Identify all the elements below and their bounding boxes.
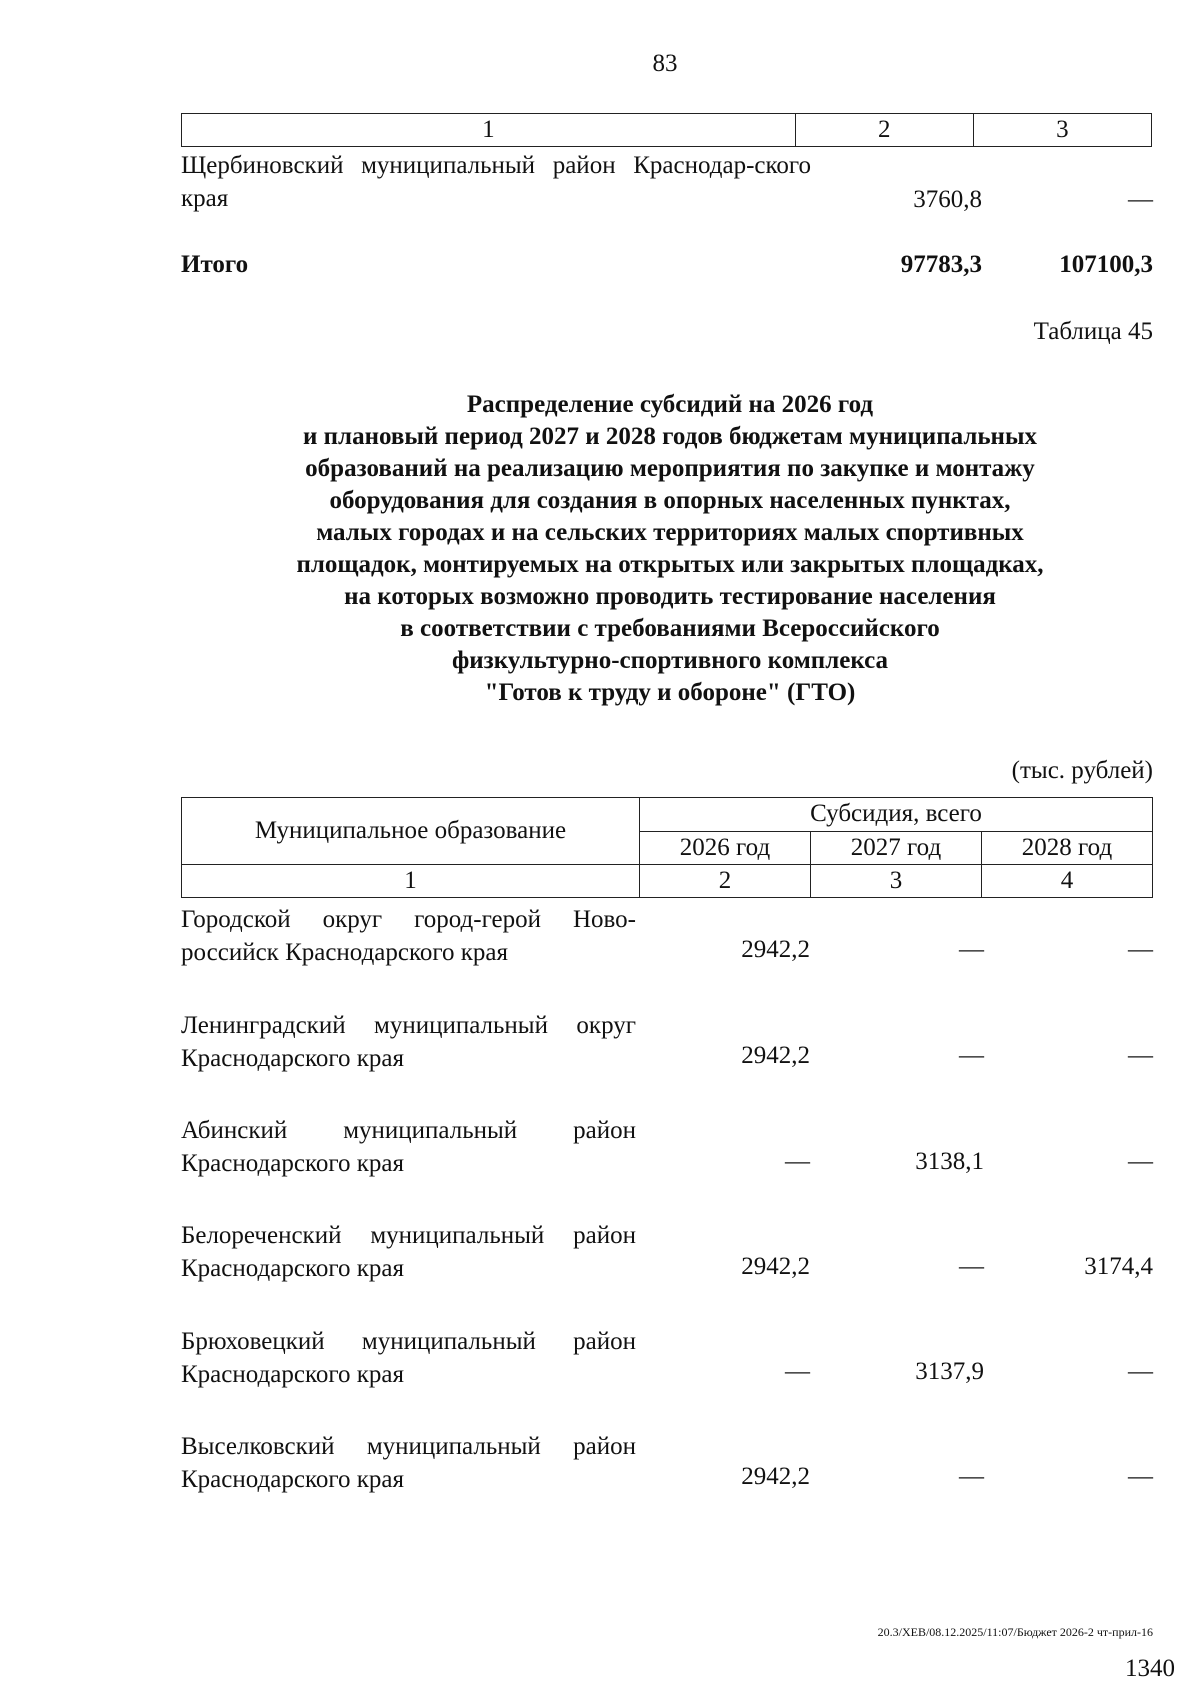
unit-label: (тыс. рублей) (1011, 757, 1153, 784)
row-name: Брюховецкий муниципальный район Краснодарского края (181, 1328, 636, 1388)
col-number-2: 2 (640, 865, 811, 898)
row-name: Абинский муниципальный район Краснодарского края (181, 1117, 636, 1177)
header-year-2028: 2028 год (982, 831, 1153, 865)
col-number-4: 4 (982, 865, 1153, 898)
row-name: Белореченский муниципальный район Краснодарского края (181, 1222, 636, 1282)
row-value-2026: — (785, 1358, 810, 1385)
title-line: малых городах и на сельских территориях малых спортивных (316, 519, 1024, 546)
title-line: и плановый период 2027 и 2028 годов бюджетам муниципальных (303, 423, 1037, 450)
col-number-3: 3 (811, 865, 982, 898)
row-value-2027: — (959, 1463, 984, 1490)
row-value-2026: — (785, 1148, 810, 1175)
table-label: Таблица 45 (1033, 318, 1153, 345)
row-value-2026: 2942,2 (741, 936, 810, 963)
col-header-2: 2 (795, 114, 973, 147)
title-line: образований на реализацию мероприятия по закупке и монтажу (305, 455, 1035, 482)
top-row-value-2: 3760,8 (913, 186, 982, 213)
row-name: Ленинградский муниципальный округ Краснодарского края (181, 1012, 636, 1072)
table-row (181, 1114, 636, 1180)
page-number: 83 (652, 50, 678, 77)
row-value-2027: 3138,1 (915, 1148, 984, 1175)
top-row-name (181, 149, 811, 215)
header-year-2027: 2027 год (811, 831, 982, 865)
col-number-1: 1 (182, 865, 640, 898)
row-value-2028: — (1128, 1148, 1153, 1175)
row-name: Выселковский муниципальный район Краснодарского края (181, 1433, 636, 1493)
col-header-1: 1 (182, 114, 796, 147)
title-line: площадок, монтируемых на открытых или закрытых площадках, (296, 551, 1044, 578)
row-value-2028: — (1128, 936, 1153, 963)
sheet-number: 1340 (1125, 1655, 1175, 1682)
main-table-header (181, 797, 1153, 898)
header-municipality: Муниципальное образование (182, 798, 640, 865)
table-row (181, 903, 636, 969)
footer-code: 20.3/ХЕВ/08.12.2025/11:07/Бюджет 2026-2 чт-прил-16 (877, 1625, 1153, 1639)
title-line: Распределение субсидий на 2026 год (466, 391, 874, 418)
title-line: оборудования для создания в опорных населенных пунктах, (329, 487, 1011, 514)
row-value-2026: 2942,2 (741, 1042, 810, 1069)
total-label: Итого (181, 251, 249, 278)
continuation-table-header (181, 113, 1152, 147)
header-year-2026: 2026 год (640, 831, 811, 865)
row-value-2027: — (959, 1253, 984, 1280)
row-value-2028: — (1128, 1042, 1153, 1069)
row-value-2026: 2942,2 (741, 1253, 810, 1280)
table-row (181, 1219, 636, 1285)
title-line: в соответствии с требованиями Всероссийского (400, 615, 940, 642)
row-value-2027: — (959, 936, 984, 963)
title-line: "Готов к труду и обороне" (ГТО) (484, 679, 856, 706)
row-value-2027: 3137,9 (915, 1358, 984, 1385)
total-value-2: 97783,3 (900, 251, 982, 278)
top-row-name-text: Щербиновский муниципальный район Краснодар-ского края (181, 152, 811, 212)
header-subsidy-group: Субсидия, всего (640, 798, 1153, 832)
row-value-2028: — (1128, 1463, 1153, 1490)
table-row (181, 1009, 636, 1075)
table-row (181, 1430, 636, 1496)
row-value-2028: — (1128, 1358, 1153, 1385)
col-header-3: 3 (973, 114, 1151, 147)
table-row (181, 1325, 636, 1391)
row-value-2027: — (959, 1042, 984, 1069)
document-title (200, 389, 1140, 709)
title-line: на которых возможно проводить тестирование населения (344, 583, 996, 610)
total-value-3: 107100,3 (1059, 251, 1153, 278)
row-value-2026: 2942,2 (741, 1463, 810, 1490)
row-value-2028: 3174,4 (1084, 1253, 1153, 1280)
top-row-value-3: — (1128, 186, 1153, 213)
title-line: физкультурно-спортивного комплекса (451, 647, 889, 674)
row-name: Городской округ город-герой Ново-российск Краснодарского края (181, 906, 636, 966)
